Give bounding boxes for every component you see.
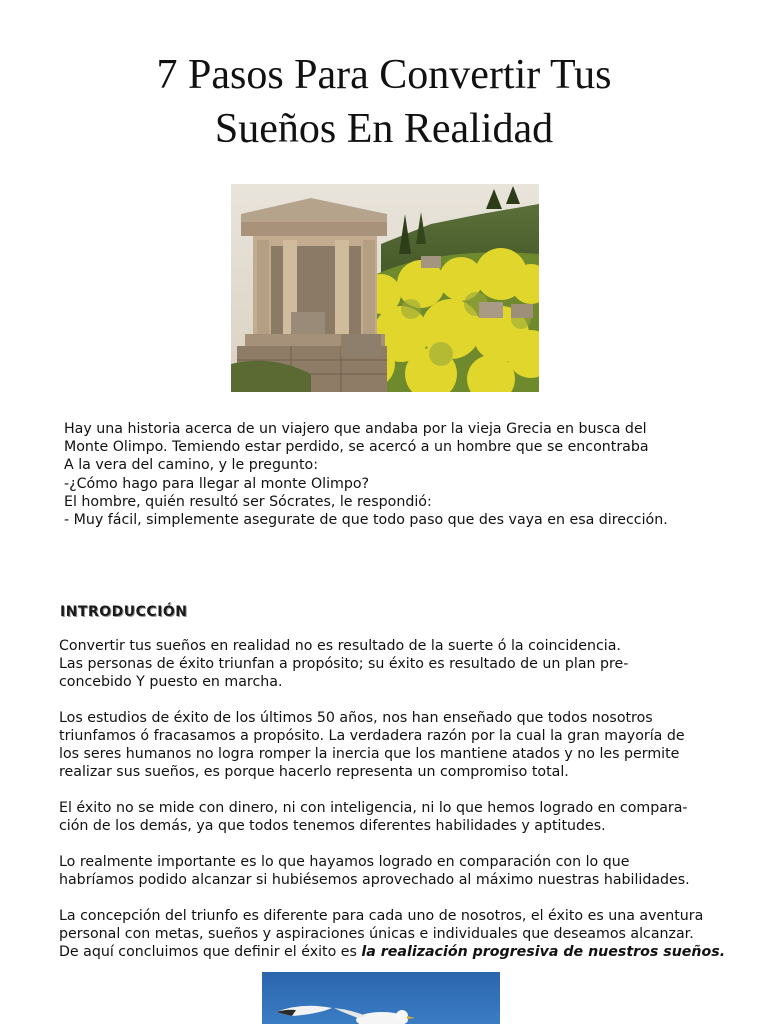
text-line: El éxito no se mide con dinero, ni con inteligencia, ni lo que hemos logrado en compara- <box>59 800 688 816</box>
story-line: Hay una historia acerca de un viajero que andaba por la vieja Grecia en busca del <box>64 421 647 437</box>
story-line: - Muy fácil, simplemente asegurate de que todo paso que des vaya en esa dirección. <box>64 512 668 529</box>
text-line-conclusion <box>59 943 759 961</box>
paragraph-5 <box>59 907 759 961</box>
story-line: El hombre, quién resultó ser Sócrates, le respondió: <box>64 493 432 510</box>
text-line: triunfamos ó fracasamos a propósito. La verdadera razón por la cual la gran mayoría de <box>59 728 685 744</box>
text-line: los seres humanos no logra romper la inercia que los mantiene atados y no les permite <box>59 746 680 762</box>
text-line: habríamos podido alcanzar si hubiésemos aprovechado al máximo nuestras habilidades. <box>59 872 690 888</box>
paragraph-1 <box>59 637 759 691</box>
paragraph-3 <box>59 799 759 835</box>
conclusion-emphasis: la realización progresiva de nuestros sueños. <box>361 944 726 960</box>
text-line: ción de los demás, ya que todos tenemos diferentes habilidades y aptitudes. <box>59 818 606 834</box>
text-line: concebido Y puesto en marcha. <box>59 674 283 690</box>
paragraph-2 <box>59 709 759 781</box>
story-line: Monte Olimpo. Temiendo estar perdido, se acercó a un hombre que se encontraba <box>64 439 649 456</box>
story-line: -¿Cómo hago para llegar al monte Olimpo? <box>64 475 370 492</box>
text-line: La concepción del triunfo es diferente para cada uno de nosotros, el éxito es una aventura <box>59 908 704 924</box>
page-title <box>0 48 768 156</box>
paragraph-4 <box>59 853 759 889</box>
title-line-1: 7 Pasos Para Convertir Tus <box>156 52 612 98</box>
story-line: A la vera del camino, y le pregunto: <box>64 457 319 474</box>
text-line: Lo realmente importante es lo que hayamos logrado en comparación con lo que <box>59 854 630 870</box>
text-line: Convertir tus sueños en realidad no es resultado de la suerte ó la coincidencia. <box>59 638 621 654</box>
text-line: Los estudios de éxito de los últimos 50 años, nos han enseñado que todos nosotros <box>59 710 653 726</box>
text-line: realizar sus sueños, es porque hacerlo representa un compromiso total. <box>59 764 569 780</box>
title-line-2: Sueños En Realidad <box>214 106 554 152</box>
photo-greek-treasury-ruins <box>231 184 539 392</box>
conclusion-prefix: De aquí concluimos que definir el éxito es <box>59 944 362 960</box>
photo-seagull <box>262 972 500 1024</box>
text-line: Las personas de éxito triunfan a propósito; su éxito es resultado de un plan pre- <box>59 656 629 672</box>
socrates-story <box>64 420 744 529</box>
introduction-body <box>59 637 759 979</box>
text-line: personal con metas, sueños y aspiraciones únicas e individuales que deseamos alcanzar. <box>59 926 694 942</box>
introduction-heading: INTRODUCCIÓN <box>60 604 188 620</box>
